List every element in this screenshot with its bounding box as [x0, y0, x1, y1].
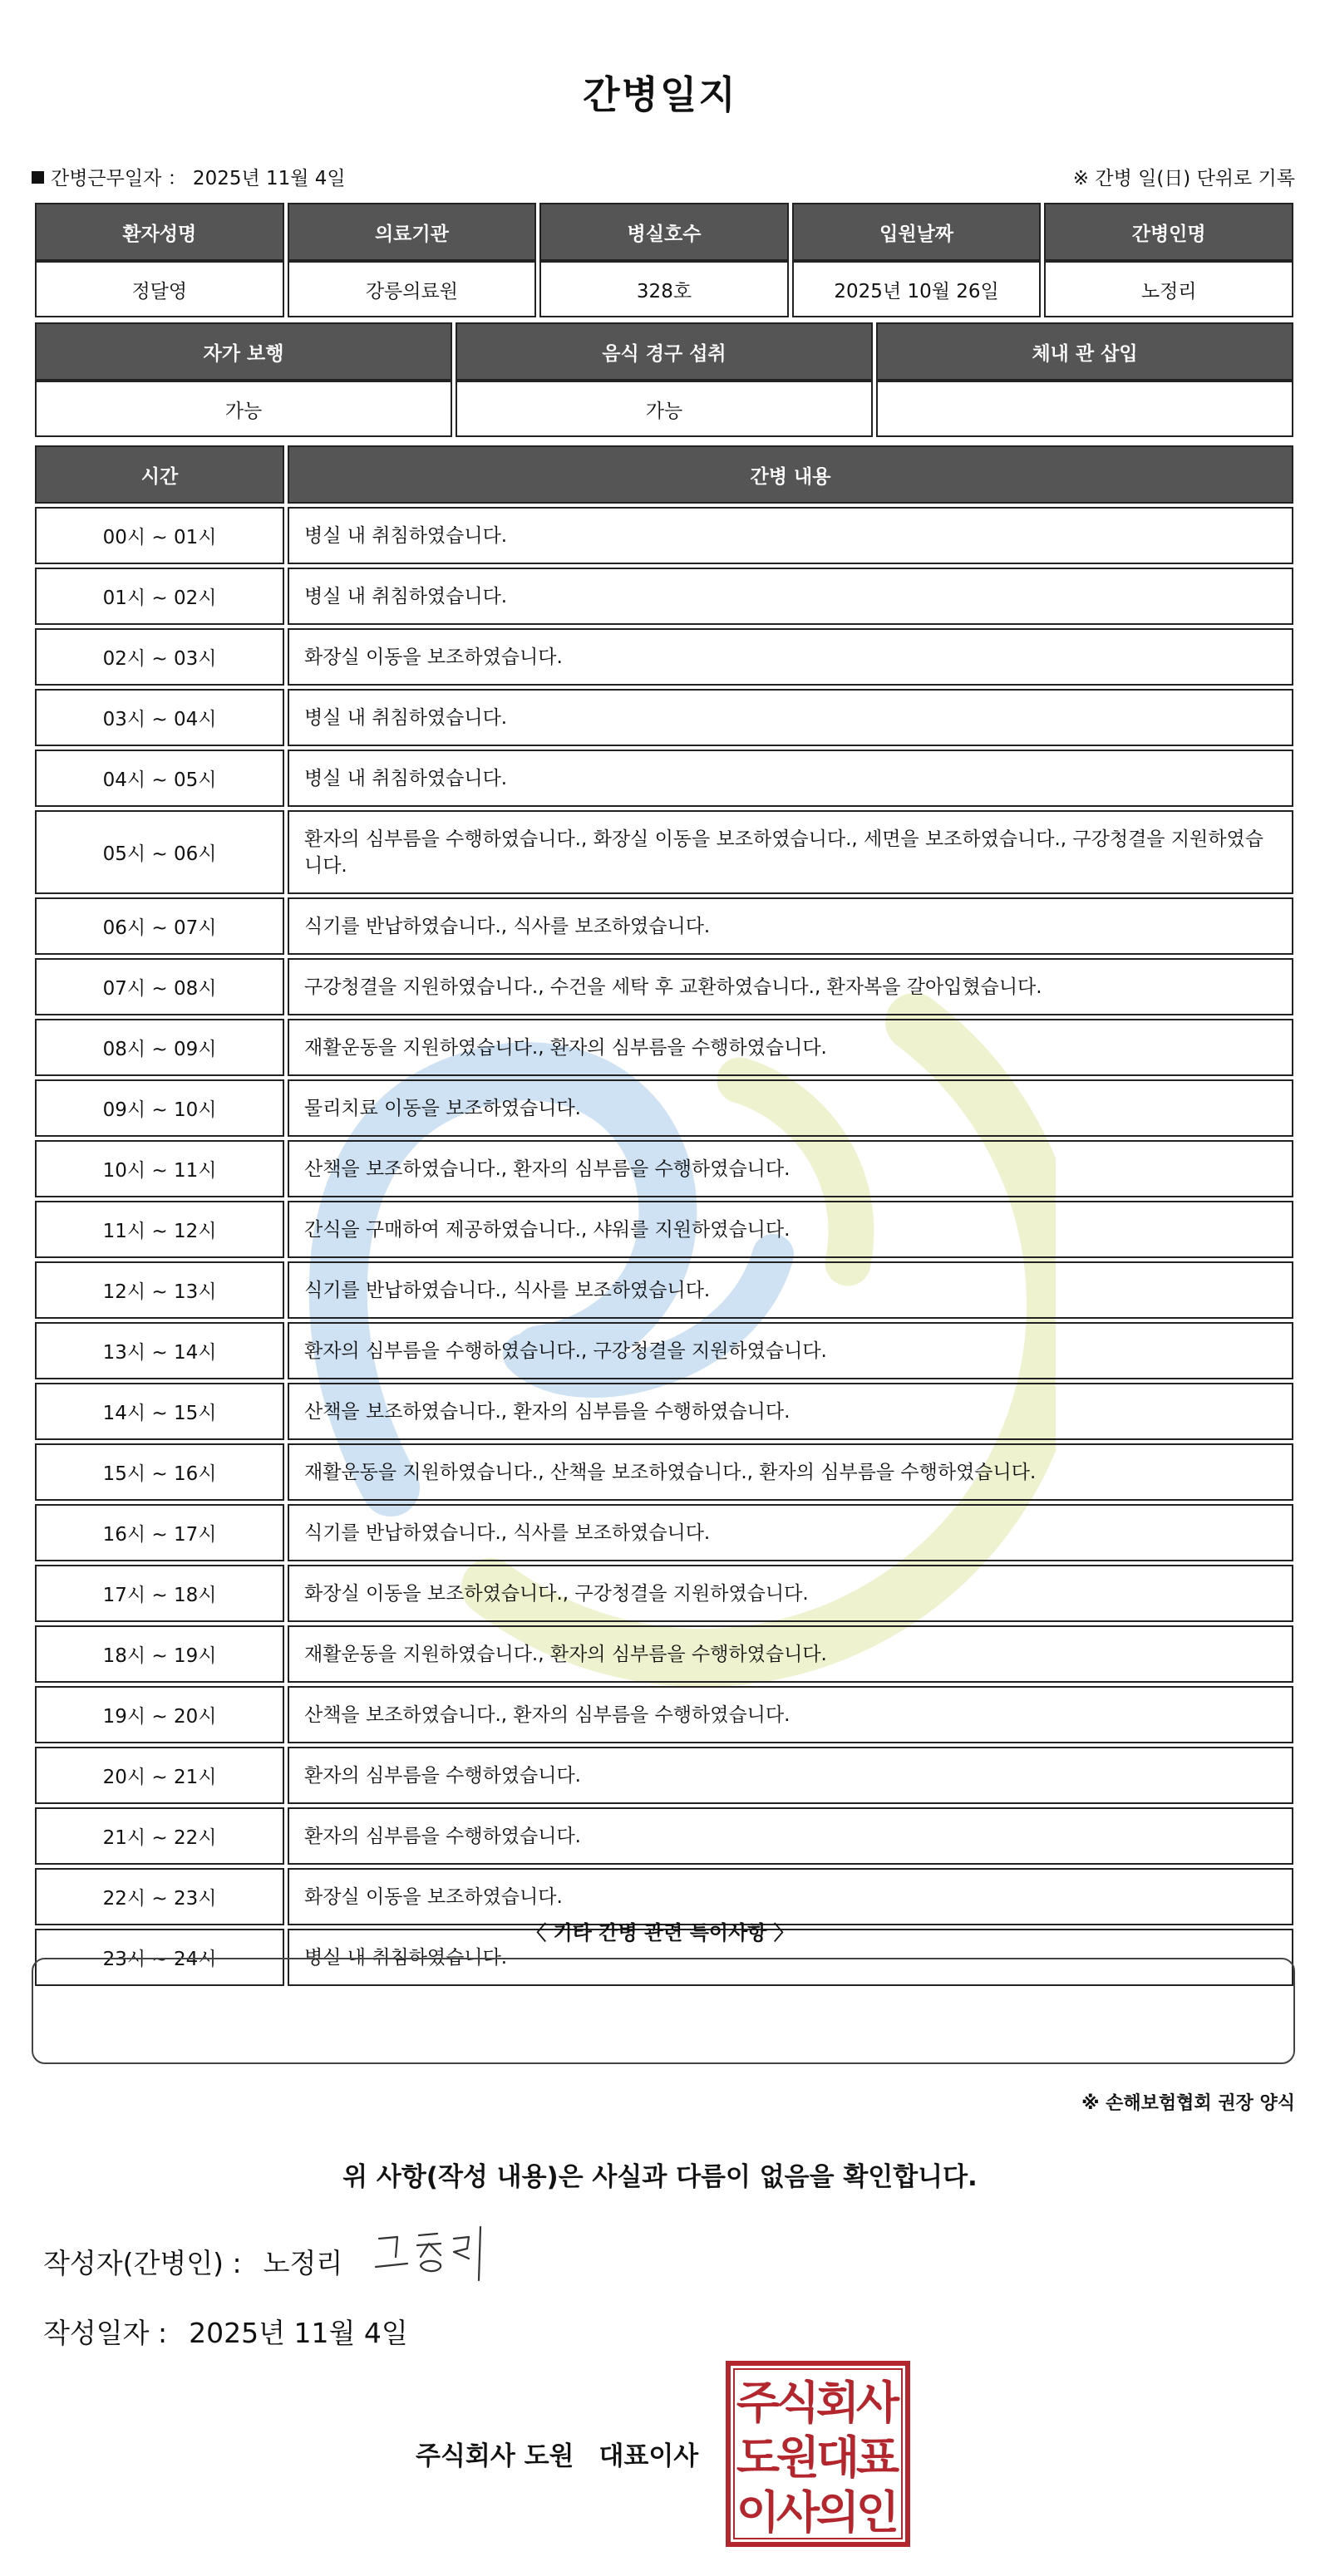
- row-content: 화장실 이동을 보조하였습니다.: [288, 628, 1293, 686]
- oral-intake-value: 가능: [456, 381, 873, 437]
- row-time: 07시 ~ 08시: [35, 958, 284, 1015]
- header-oral-intake: 음식 경구 섭취: [456, 322, 873, 381]
- seal-character: 인: [855, 2486, 900, 2539]
- row-time: 05시 ~ 06시: [35, 810, 284, 894]
- row-content: 환자의 심부름을 수행하였습니다.: [288, 1807, 1293, 1865]
- row-time: 20시 ~ 21시: [35, 1747, 284, 1804]
- row-time: 18시 ~ 19시: [35, 1625, 284, 1683]
- recommended-form-note: ※ 손해보험협회 권장 양식: [1081, 2093, 1295, 2114]
- hospital-name: 강릉의료원: [288, 261, 537, 317]
- daily-record-note: ※ 간병 일(日) 단위로 기록: [1072, 168, 1295, 189]
- row-content: 산책을 보조하였습니다., 환자의 심부름을 수행하였습니다.: [288, 1686, 1293, 1743]
- header-self-walking: 자가 보행: [35, 322, 452, 381]
- row-time: 13시 ~ 14시: [35, 1322, 284, 1379]
- table-row: [35, 1443, 1293, 1501]
- row-content: 병실 내 취침하였습니다.: [288, 1929, 1293, 1986]
- row-content: 병실 내 취침하였습니다.: [288, 507, 1293, 564]
- header-room-number: 병실호수: [539, 203, 789, 261]
- header-admission-date: 입원날짜: [792, 203, 1042, 261]
- seal-character: 대: [815, 2431, 860, 2484]
- table-row: [35, 1625, 1293, 1683]
- row-time: 00시 ~ 01시: [35, 507, 284, 564]
- seal-character: 표: [855, 2431, 900, 2484]
- duty-date: [32, 163, 346, 190]
- table-row: [35, 507, 1293, 564]
- notes-box: [32, 1958, 1295, 2064]
- duty-date-text: 간병근무일자 ： 2025년 11월 4일: [51, 168, 346, 189]
- tube-insertion-value: [876, 381, 1293, 437]
- row-time: 19시 ~ 20시: [35, 1686, 284, 1743]
- admission-date: 2025년 10월 26일: [792, 261, 1042, 317]
- room-number: 328호: [539, 261, 789, 317]
- row-time: 06시 ~ 07시: [35, 897, 284, 955]
- table-row: [35, 1079, 1293, 1137]
- row-content: 병실 내 취침하였습니다.: [288, 568, 1293, 625]
- row-content: 병실 내 취침하였습니다.: [288, 689, 1293, 746]
- row-content: 식기를 반납하였습니다., 식사를 보조하였습니다.: [288, 1261, 1293, 1319]
- row-content: 환자의 심부름을 수행하였습니다., 화장실 이동을 보조하였습니다., 세면을 보조하였습니다., 구강청결을 지원하였습니다.: [288, 810, 1293, 894]
- page-title: 간병일지: [583, 72, 737, 117]
- table-row: [35, 689, 1293, 746]
- square-bullet-icon: [32, 171, 44, 184]
- handwritten-signature: [371, 2220, 495, 2287]
- seal-character: 회: [815, 2377, 860, 2429]
- seal-character: 도: [736, 2431, 781, 2484]
- row-content: 식기를 반납하였습니다., 식사를 보조하였습니다.: [288, 1504, 1293, 1561]
- row-content: 식기를 반납하였습니다., 식사를 보조하였습니다.: [288, 897, 1293, 955]
- writer-label: 작성자(간병인) :: [43, 2247, 242, 2279]
- row-content: 환자의 심부름을 수행하였습니다.: [288, 1747, 1293, 1804]
- seal-character: 의: [815, 2486, 860, 2539]
- row-time: 02시 ~ 03시: [35, 628, 284, 686]
- self-walking-value: 가능: [35, 381, 452, 437]
- notes-title: 〈 기타 간병 관련 특이사항 〉: [526, 1921, 794, 1944]
- confirmation-statement: 위 사항(작성 내용)은 사실과 다름이 없음을 확인합니다.: [342, 2162, 978, 2192]
- seal-character: 원: [776, 2431, 820, 2484]
- company-line: [416, 2435, 698, 2472]
- written-date-line: [43, 2312, 408, 2351]
- header-caregiver-name: 간병인명: [1044, 203, 1293, 261]
- company-seal-stamp: [725, 2360, 911, 2548]
- table-row: [35, 628, 1293, 686]
- table-row: [35, 958, 1293, 1015]
- table-row: [35, 1565, 1293, 1622]
- seal-character: 식: [776, 2377, 820, 2429]
- header-tube-insertion: 체내 관 삽입: [876, 322, 1293, 381]
- table-row: [35, 810, 1293, 894]
- table-row: [35, 1747, 1293, 1804]
- row-time: 17시 ~ 18시: [35, 1565, 284, 1622]
- table-row: [35, 1201, 1293, 1258]
- row-time: 04시 ~ 05시: [35, 750, 284, 807]
- row-time: 23시 ~ 24시: [35, 1929, 284, 1986]
- row-time: 10시 ~ 11시: [35, 1140, 284, 1197]
- table-row: [35, 897, 1293, 955]
- seal-character: 주: [736, 2377, 781, 2429]
- row-time: 12시 ~ 13시: [35, 1261, 284, 1319]
- patient-name: 정달영: [35, 261, 284, 317]
- row-content: 산책을 보조하였습니다., 환자의 심부름을 수행하였습니다.: [288, 1383, 1293, 1440]
- row-content: 간식을 구매하여 제공하였습니다., 샤워를 지원하였습니다.: [288, 1201, 1293, 1258]
- row-time: 09시 ~ 10시: [35, 1079, 284, 1137]
- header-care-content: 간병 내용: [288, 445, 1293, 504]
- row-time: 03시 ~ 04시: [35, 689, 284, 746]
- row-content: 재활운동을 지원하였습니다., 환자의 심부름을 수행하였습니다.: [288, 1625, 1293, 1683]
- header-hospital: 의료기관: [288, 203, 537, 261]
- header-patient-name: 환자성명: [35, 203, 284, 261]
- meta-row: [32, 163, 1295, 188]
- written-date-label: 작성일자 :: [43, 2317, 168, 2349]
- company-name: 주식회사 도원: [416, 2441, 574, 2471]
- care-log-table: [32, 442, 1297, 1989]
- row-time: 22시 ~ 23시: [35, 1868, 284, 1925]
- written-date-value: 2025년 11월 4일: [189, 2317, 408, 2349]
- table-row: [35, 568, 1293, 625]
- row-content: 병실 내 취침하였습니다.: [288, 750, 1293, 807]
- table-row: [35, 1261, 1293, 1319]
- writer-name: 노정리: [263, 2247, 343, 2279]
- writer-line: [43, 2242, 342, 2281]
- table-row: [35, 750, 1293, 807]
- row-content: 환자의 심부름을 수행하였습니다., 구강청결을 지원하였습니다.: [288, 1322, 1293, 1379]
- header-time: 시간: [35, 445, 284, 504]
- patient-info-table: [32, 203, 1297, 317]
- row-time: 16시 ~ 17시: [35, 1504, 284, 1561]
- seal-character: 사: [855, 2377, 900, 2429]
- row-time: 01시 ~ 02시: [35, 568, 284, 625]
- table-row: [35, 1686, 1293, 1743]
- row-content: 화장실 이동을 보조하였습니다.: [288, 1868, 1293, 1925]
- caregiver-name: 노정리: [1044, 261, 1293, 317]
- row-time: 21시 ~ 22시: [35, 1807, 284, 1865]
- row-content: 화장실 이동을 보조하였습니다., 구강청결을 지원하였습니다.: [288, 1565, 1293, 1622]
- seal-character: 이: [736, 2486, 781, 2539]
- row-time: 11시 ~ 12시: [35, 1201, 284, 1258]
- row-content: 재활운동을 지원하였습니다., 산책을 보조하였습니다., 환자의 심부름을 수행하였습니다.: [288, 1443, 1293, 1501]
- seal-character: 사: [776, 2486, 820, 2539]
- table-row: [35, 1019, 1293, 1076]
- row-content: 구강청결을 지원하였습니다., 수건을 세탁 후 교환하였습니다., 환자복을 갈아입혔습니다.: [288, 958, 1293, 1015]
- table-row: [35, 1322, 1293, 1379]
- table-row: [35, 1504, 1293, 1561]
- table-row: [35, 1383, 1293, 1440]
- row-content: 재활운동을 지원하였습니다., 환자의 심부름을 수행하였습니다.: [288, 1019, 1293, 1076]
- row-content: 물리치료 이동을 보조하였습니다.: [288, 1079, 1293, 1137]
- table-row: [35, 1807, 1293, 1865]
- row-time: 08시 ~ 09시: [35, 1019, 284, 1076]
- row-time: 14시 ~ 15시: [35, 1383, 284, 1440]
- row-time: 15시 ~ 16시: [35, 1443, 284, 1501]
- table-row: [35, 1140, 1293, 1197]
- representative-title: 대표이사: [598, 2441, 699, 2471]
- patient-status-table: [32, 322, 1297, 437]
- row-content: 산책을 보조하였습니다., 환자의 심부름을 수행하였습니다.: [288, 1140, 1293, 1197]
